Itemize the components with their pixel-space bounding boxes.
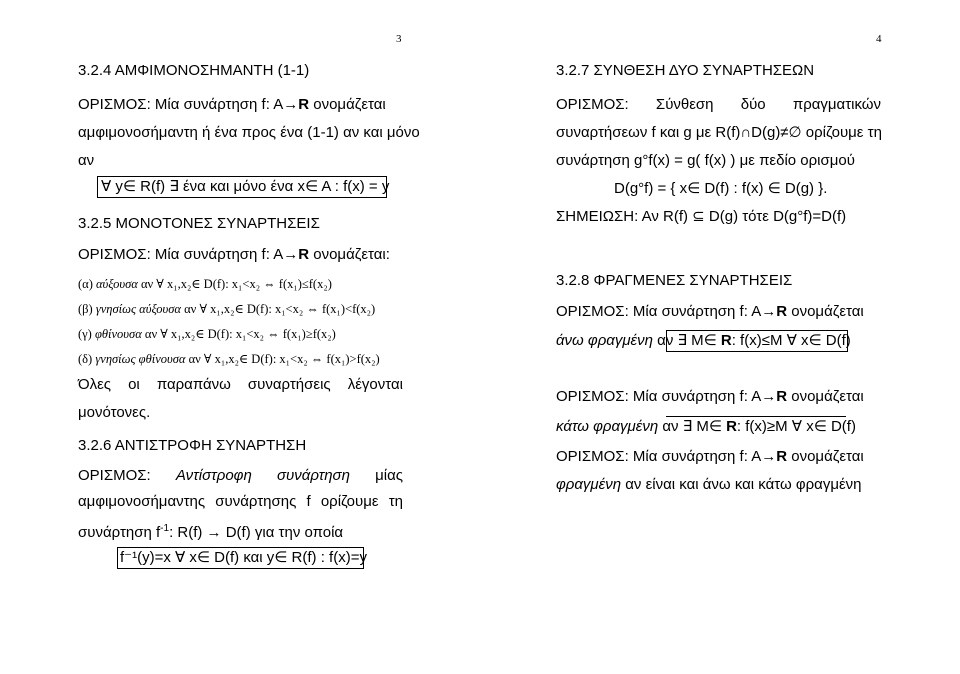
definition-bijective-line1 [78, 96, 386, 114]
text: ονομάζεται [787, 448, 864, 465]
composition-note [556, 208, 846, 226]
definition-lower-bounded [556, 388, 864, 406]
arrow-symbol: → [761, 388, 777, 405]
inverse-condition: f⁻¹(y)=x ∀ x∈ D(f) και y∈ R(f) : f(x)=y [120, 549, 367, 566]
upper-bounded-box [666, 330, 848, 352]
word: Όλες [78, 376, 112, 393]
definition-composition-domain: D(g°f) = { x∈ D(f) : f(x) ∈ D(g) }. [614, 180, 828, 197]
monotonic-summary-line2: μονότονες. [78, 404, 151, 421]
text: : Μία συνάρτηση f: A [624, 388, 762, 405]
term: φραγμένη [556, 476, 622, 493]
bounded-condition [556, 476, 862, 494]
term: αύξουσα [96, 277, 138, 291]
definition-bijective-line3: αν [78, 152, 95, 169]
word: δύο [740, 96, 766, 113]
reals-symbol: R [298, 246, 310, 263]
lower-bounded-condition [556, 418, 856, 436]
section-heading-bounded: 3.2.8 ΦΡΑΓΜΕΝΕΣ ΣΥΝΑΡΤΗΣΕΙΣ [556, 272, 793, 289]
text: : Αν R(f) ⊆ D(g) τότε D(g°f)=D(f) [634, 208, 847, 225]
text: (γ) [78, 327, 95, 341]
text: ονομάζεται [309, 96, 386, 113]
text: ∃ M∈ [682, 418, 727, 435]
definition-label: ΟΡΙΣΜΟΣ [78, 96, 147, 113]
monotonic-case-a [78, 275, 332, 293]
text: αν ∀ x₁,x₂∈ D(f): x₁<x₂ ⇔ f(x₁)<f(x₂) [181, 302, 376, 316]
definition-upper-bounded [556, 303, 864, 321]
text: : f(x)≥M ∀ x∈ D(f) [736, 418, 856, 435]
definition-label: ΟΡΙΣΜΟΣ: [556, 96, 629, 113]
word: Σύνθεση [655, 96, 714, 113]
text: αν [658, 418, 683, 435]
monotonic-case-c [78, 325, 336, 343]
arrow-symbol: → [761, 448, 777, 465]
page-number: 3 [396, 33, 402, 45]
monotonic-summary-line1 [78, 376, 403, 394]
word: πραγματικών [792, 96, 881, 113]
lower-bounded-box-top [666, 416, 846, 417]
definition-monotonic [78, 246, 390, 264]
right-page [480, 0, 960, 674]
text: : Μία συνάρτηση f: A [146, 96, 284, 113]
term: γνησίως φθίνουσα [95, 352, 186, 366]
section-heading-monotonic: 3.2.5 ΜΟΝΟΤΟΝΕΣ ΣΥΝΑΡΤΗΣΕΙΣ [78, 215, 320, 232]
text: : f(x)≤M ∀ x∈ D(f) [731, 332, 851, 349]
term: γνησίως αύξουσα [95, 302, 181, 316]
section-heading-inverse: 3.2.6 ΑΝΤΙΣΤΡΟΦΗ ΣΥΝΑΡΤΗΣΗ [78, 437, 307, 454]
section-heading-composition: 3.2.7 ΣΥΝΘΕΣΗ ΔΥΟ ΣΥΝΑΡΤΗΣΕΩΝ [556, 62, 815, 79]
text: αν [652, 332, 678, 349]
page-number: 4 [876, 33, 882, 45]
text: : Μία συνάρτηση f: A [624, 448, 762, 465]
text: ∃ M∈ [677, 332, 721, 349]
word: αμφιμονοσήμαντης [78, 493, 206, 510]
monotonic-case-d [78, 350, 380, 368]
definition-label: ΟΡΙΣΜΟΣ [556, 303, 625, 320]
definition-label: ΟΡΙΣΜΟΣ [556, 388, 625, 405]
definition-composition-line3: συνάρτηση g°f(x) = g( f(x) ) με πεδίο ορισμού [556, 152, 855, 169]
term: κάτω φραγμένη [556, 418, 659, 435]
text: αν ∀ x₁,x₂∈ D(f): x₁<x₂ ⇔ f(x₁)>f(x₂) [185, 352, 380, 366]
definition-inverse-line1 [78, 467, 403, 485]
word: ορίζουμε [320, 493, 379, 510]
definition-composition-line2: συναρτήσεων f και g με R(f)∩D(g)≠∅ ορίζουμε τη [556, 124, 882, 141]
reals-symbol: R [726, 418, 737, 435]
text: (α) [78, 277, 96, 291]
term: άνω φραγμένη [556, 332, 653, 349]
arrow-symbol: → [283, 246, 299, 263]
bijective-condition: ∀ y∈ R(f) ∃ ένα και μόνο ένα x∈ A : f(x) = y [101, 178, 390, 195]
superscript: -1 [160, 523, 170, 534]
term: Αντίστροφη [175, 467, 252, 484]
reals-symbol: R [776, 388, 788, 405]
text: συνάρτηση f [78, 524, 161, 541]
definition-label: ΟΡΙΣΜΟΣ [78, 246, 147, 263]
word: λέγονται [347, 376, 403, 393]
text: αν ∀ x₁,x₂∈ D(f): x₁<x₂ ⇔ f(x₁)≥f(x₂) [141, 327, 336, 341]
text: αν ∀ x₁,x₂∈ D(f): x₁<x₂ ⇔ f(x₁)≤f(x₂) [137, 277, 332, 291]
text: : Μία συνάρτηση f: A [624, 303, 762, 320]
word: παραπάνω [156, 376, 231, 393]
term: συνάρτηση [276, 467, 350, 484]
text: (δ) [78, 352, 96, 366]
reals-symbol: R [720, 332, 732, 349]
definition-inverse-line3 [78, 520, 343, 542]
section-heading-bijective: 3.2.4 ΑΜΦΙΜΟΝΟΣΗΜΑΝΤΗ (1-1) [78, 62, 310, 79]
word: συνάρτησης [215, 493, 297, 510]
definition-bounded [556, 448, 864, 466]
reals-symbol: R [776, 448, 788, 465]
reals-symbol: R [776, 303, 788, 320]
definition-bijective-line2: αμφιμονοσήμαντη ή ένα προς ένα (1-1) αν και μόνο [78, 124, 420, 141]
word: μίας [375, 467, 403, 484]
note-label: ΣΗΜΕΙΩΣΗ [556, 208, 635, 225]
term: φθίνουσα [94, 327, 142, 341]
definition-composition-line1 [556, 96, 881, 114]
text: αν είναι και άνω και κάτω φραγμένη [621, 476, 862, 493]
definition-label: ΟΡΙΣΜΟΣ [556, 448, 625, 465]
word: οι [128, 376, 140, 393]
reals-symbol: R [298, 96, 310, 113]
monotonic-case-b [78, 300, 375, 318]
text: ονομάζεται [787, 388, 864, 405]
text: : R(f) → D(f) για την οποία [169, 524, 344, 541]
arrow-symbol: → [283, 96, 299, 113]
definition-label: ΟΡΙΣΜΟΣ: [78, 467, 151, 484]
text: ονομάζεται: [309, 246, 390, 263]
definition-inverse-line2 [78, 493, 403, 511]
word: συναρτήσεις [247, 376, 331, 393]
word: f [306, 493, 311, 510]
text: (β) [78, 302, 96, 316]
arrow-symbol: → [761, 303, 777, 320]
word: τη [388, 493, 403, 510]
text: ονομάζεται [787, 303, 864, 320]
text: : Μία συνάρτηση f: A [146, 246, 284, 263]
